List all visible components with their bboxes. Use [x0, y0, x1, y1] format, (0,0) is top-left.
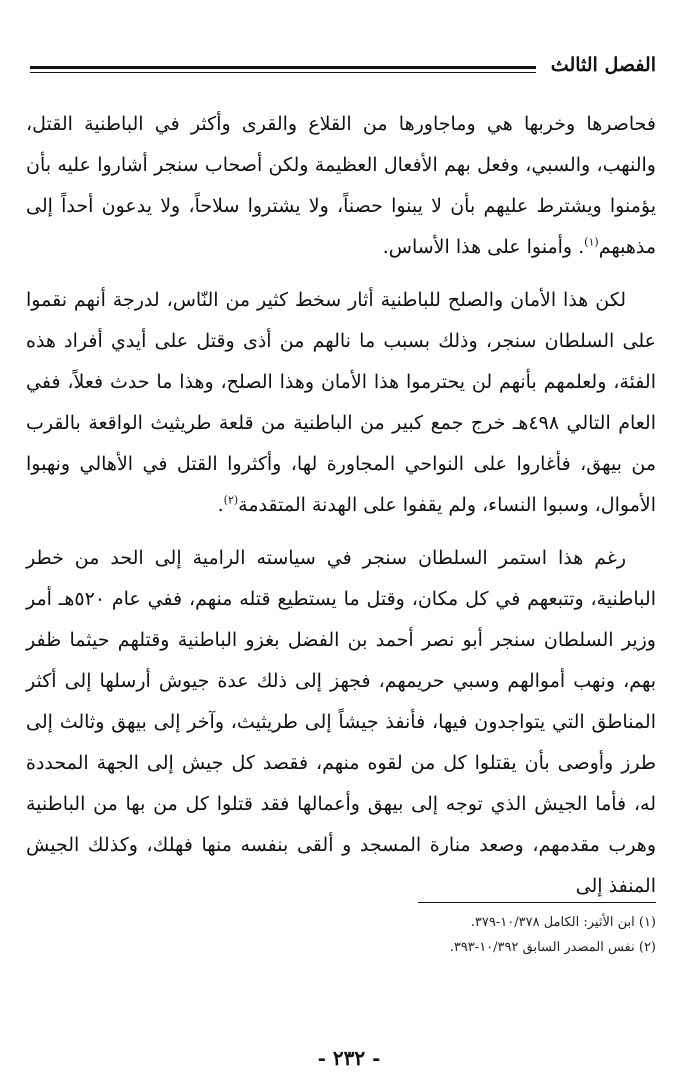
page-number: - ٢٣٢ -: [317, 1046, 381, 1070]
header-rule-thin: [30, 72, 536, 73]
running-header: [30, 50, 656, 84]
footnote-rule: [418, 902, 656, 903]
footnote-ref-1: (١): [584, 235, 599, 249]
paragraph-1-text: فحاصرها وخربها هي وماجاورها من القلاع والقرى وأكثر في الباطنية القتل، والنهب، والسبي، وفعل بهم الأفعال العظيمة ولكن أصحاب سنجر أشاروا عليه بأن يؤمنوا ويشترط عليهم بأن لا يبنوا حصناً، ولا يشتروا سلاحاً، ولا يدعون أحداً إلى مذهبهم: [26, 113, 656, 258]
footnote-1: (١) ابن الأثير: الكامل ١٠/٣٧٨-٣٧٩.: [470, 915, 656, 930]
chapter-title: الفصل الثالث: [550, 54, 656, 76]
paragraph-2: [26, 280, 656, 526]
body-text: [26, 104, 656, 919]
paragraph-1: [26, 104, 656, 268]
paragraph-2-text-after: .: [217, 494, 224, 516]
header-rule: [30, 66, 536, 76]
footnote-2: (٢) نفس المصدر السابق ١٠/٣٩٢-٣٩٣.: [449, 940, 656, 955]
header-rule-thick: [30, 66, 536, 69]
paragraph-2-text: لكن هذا الأمان والصلح للباطنية أثار سخط كثير من النّاس، لدرجة أنهم نقموا على السلطان سنجر، وذلك بسبب ما نالهم من أذى وقتل على أيدي أفراد هذه الفئة، ولعلمهم بأنهم لن يحترموا هذا الأمان وهذا الصلح، وهذا ما حدث فعلاً، ففي العام التالي ٤٩٨هـ خرج جمع كبير من الباطنية من قلعة طريثيث الواقعة بالقرب من بيهق، فأغاروا على النواحي المجاورة لها، وأكثروا القتل في الأهالي ونهبوا الأموال، وسبوا النساء، ولم يقفوا على الهدنة المتقدمة: [26, 289, 656, 516]
footnotes: [26, 910, 656, 960]
paragraph-3: [26, 538, 656, 907]
footnote-ref-2: (٢): [223, 493, 239, 507]
paragraph-1-text-after: . وأمنوا على هذا الأساس.: [382, 236, 585, 258]
paragraph-3-text: رغم هذا استمر السلطان سنجر في سياسته الرامية إلى الحد من خطر الباطنية، وتتبعهم في كل مكان، وقتل ما يستطيع قتله منهم، ففي عام ٥٢٠هـ أمر وزير السلطان سنجر أبو نصر أحمد بن الفضل بغزو الباطنية وقتلهم حيثما ظفر بهم، ونهب أموالهم وسبي حريمهم، فجهز إلى ذلك عدة جيوش أرسلها إلى أكثر المناطق التي يتواجدون فيها، فأنفذ جيشاً إلى طريثيث، وآخر إلى بيهق وثالث إلى طرز وأوصى بأن يقتلوا كل من لقوه منهم، فقصد كل جيش إلى الجهة المحددة له، فأما الجيش الذي توجه إلى بيهق وأعمالها فقد قتلوا كل من بها من الباطنية وهرب مقدمهم، وصعد منارة المسجد و ألقى بنفسه منها فهلك، وكذلك الجيش المنفذ إلى: [26, 547, 656, 897]
